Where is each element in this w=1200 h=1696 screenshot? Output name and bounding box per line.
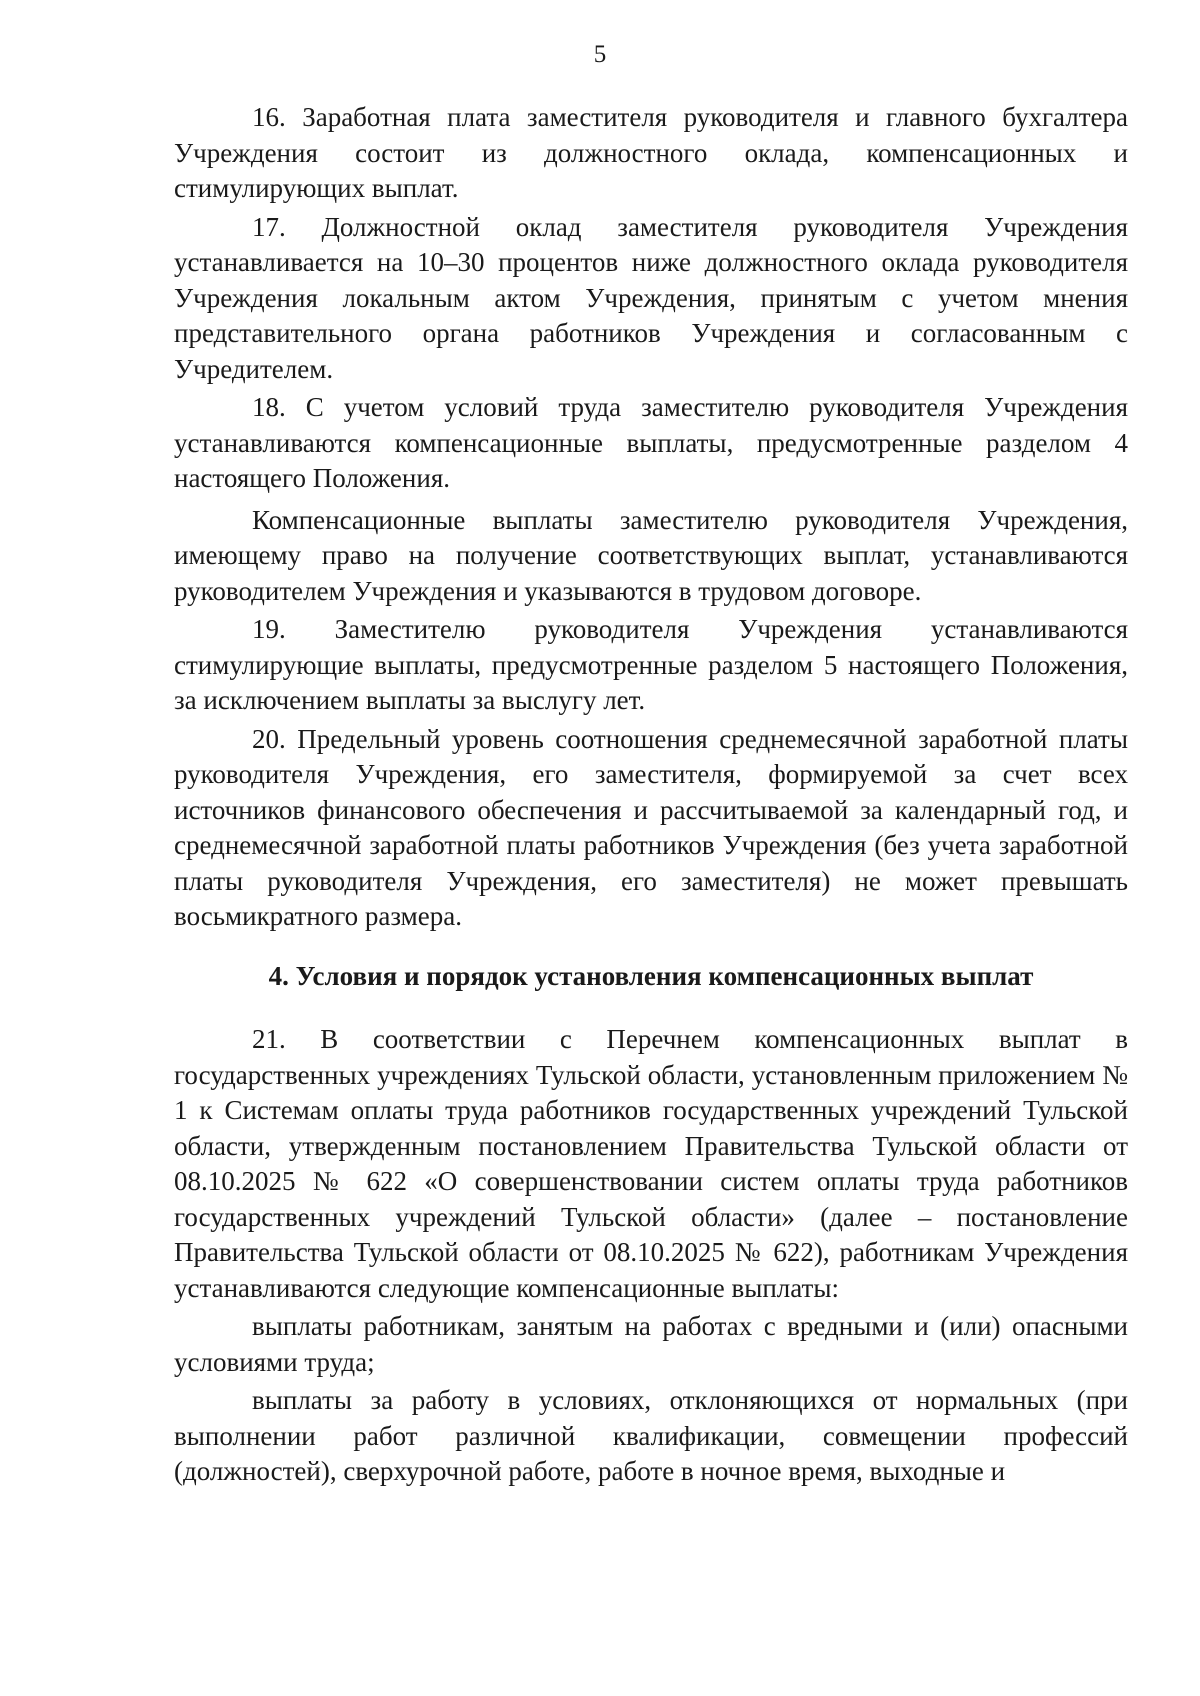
- paragraph-21: 21. В соответствии с Перечнем компенсационных выплат в государственных учреждениях Тульской области, установленным приложением № 1 к Системам оплаты труда работников государственных учреждений Тульской области, утвержденным постановлением Правительства Тульской области от 08.10.2025 № 622 «О совершенствовании систем оплаты труда работников государственных учреждений Тульской области» (далее – постановление Правительства Тульской области от 08.10.2025 № 622), работникам Учреждения устанавливаются следующие компенсационные выплаты:: [174, 1024, 1128, 1303]
- paragraph-18-continued: Компенсационные выплаты заместителю руководителя Учреждения, имеющему право на получение соответствующих выплат, устанавливаются руководителем Учреждения и указываются в трудовом договоре.: [174, 504, 1128, 606]
- paragraph-20: 20. Предельный уровень соотношения среднемесячной заработной платы руководителя Учреждения, его заместителя, формируемой за счет всех источников финансового обеспечения и рассчитываемой за календарный год, и среднемесячной заработной платы работников Учреждения (без учета заработной платы руководителя Учреждения, его заместителя) не может превышать восьмикратного размера.: [174, 723, 1128, 931]
- paragraph-17: 17. Должностной оклад заместителя руководителя Учреждения устанавливается на 10–30 процентов ниже должностного оклада руководителя Учреждения локальным актом Учреждения, принятым с учетом мнения представительного органа работников Учреждения и согласованным с Учредителем.: [174, 211, 1128, 384]
- list-item-abnormal-conditions: выплаты за работу в условиях, отклоняющихся от нормальных (при выполнении работ различной квалификации, совмещении профессий (должностей), сверхурочной работе, работе в ночное время, выходные и: [174, 1385, 1128, 1486]
- paragraph-18: 18. С учетом условий труда заместителю руководителя Учреждения устанавливаются компенсационные выплаты, предусмотренные разделом 4 настоящего Положения.: [174, 392, 1128, 493]
- list-item-hazardous-work: выплаты работникам, занятым на работах с вредными и (или) опасными условиями труда;: [174, 1311, 1128, 1377]
- paragraph-19: 19. Заместителю руководителя Учреждения устанавливаются стимулирующие выплаты, предусмотренные разделом 5 настоящего Положения, за исключением выплаты за выслугу лет.: [174, 614, 1128, 715]
- paragraph-16: 16. Заработная плата заместителя руководителя и главного бухгалтера Учреждения состоит из должностного оклада, компенсационных и стимулирующих выплат.: [174, 102, 1128, 203]
- section-heading: 4. Условия и порядок установления компенсационных выплат: [268, 960, 1034, 991]
- document-body: [174, 100, 1128, 1490]
- page-number: 5: [593, 41, 607, 68]
